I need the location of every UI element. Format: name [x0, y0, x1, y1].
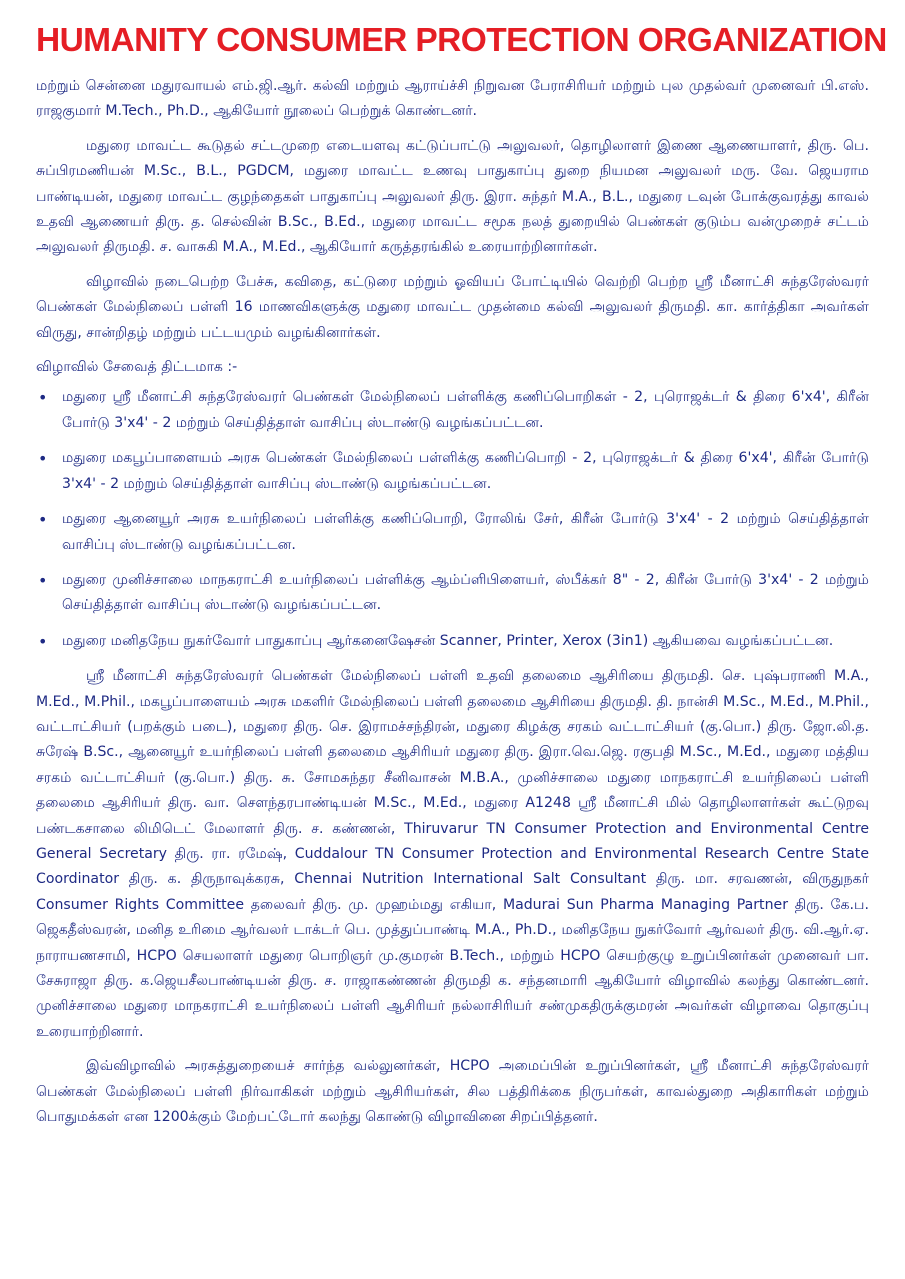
- service-heading: விழாவில் சேவைத் திட்டமாக :-: [36, 359, 238, 376]
- paragraph-seminar-speakers: மதுரை மாவட்ட கூடுதல் சட்டமுறை எடையளவு கட்டுப்பாட்டு அலுவலர், தொழிலாளர் இணை ஆணையாளர், திரு. பெ. சுப்பிரமணியன் M.Sc., B.L., PGDCM, மதுரை மாவட்ட உணவு பாதுகாப்பு துறை நியமன அலுவலர் மரு. வே. ஜெயராம பாண்டியன், மதுரை மாவட்ட குழந்தைகள் பாதுகாப்பு அலுவலர் திரு. இரா. சுந்தர் M.A., B.L., மதுரை டவுன் போக்குவரத்து காவல் உதவி ஆணையர் திரு. த. செல்வின் B.Sc., B.Ed., மதுரை மாவட்ட சமூக நலத் துறையில் பெண்கள் குடும்ப வன்முறைச் சட்டம் அலுவலர் திருமதி. ச. வாசுகி M.A., M.Ed., ஆகியோர் கருத்தரங்கில் உரையாற்றினார்கள்.: [36, 137, 869, 256]
- paragraph-book-release: மற்றும் சென்னை மதுரவாயல் எம்.ஜி.ஆர். கல்வி மற்றும் ஆராய்ச்சி நிறுவன பேராசிரியர் மற்றும் புல முதல்வர் முனைவர் பி.எஸ். ராஜகுமார் M.Tech., Ph.D., ஆகியோர் நூலைப் பெற்றுக் கொண்டனர்.: [36, 78, 869, 120]
- list-item-text: மதுரை மனிதநேய நுகர்வோர் பாதுகாப்பு ஆர்கனைஷேசன் Scanner, Printer, Xerox (3in1) ஆகியவை வழங்கப்பட்டன.: [62, 632, 834, 649]
- list-item-text: மதுரை ஆனையூர் அரசு உயர்நிலைப் பள்ளிக்கு கணிப்பொறி, ரோலிங் சேர், கிரீன் போர்டு 3'x4' - 2 மற்றும் செய்தித்தாள் வாசிப்பு ஸ்டாண்டு வழங்கப்பட்டன.: [62, 511, 869, 553]
- list-item: [36, 568, 869, 619]
- bullet-icon: •: [38, 510, 48, 530]
- paragraph-attendees: ஸ்ரீ மீனாட்சி சுந்தரேஸ்வரர் பெண்கள் மேல்நிலைப் பள்ளி உதவி தலைமை ஆசிரியை திருமதி. செ. புஷ்பராணி M.A., M.Ed., M.Phil., மகபூப்பாளையம் அரசு மகளிர் மேல்நிலைப் பள்ளி தலைமை ஆசிரியை திருமதி. தி. நான்சி M.Sc., M.Ed., M.Phil., வட்டாட்சியர் (பறக்கும் படை), மதுரை திரு. செ. இராமச்சந்திரன், மதுரை கிழக்கு சரகம் வட்டாட்சியர் (கு.பொ.) திரு. ஜோ.லி.த. சுரேஷ் B.Sc., ஆனையூர் உயர்நிலைப் பள்ளி தலைமை ஆசிரியர் மதுரை திரு. இரா.வெ.ஜெ. ரகுபதி M.Sc., M.Ed., மதுரை மத்திய சரகம் வட்டாட்சியர் (கு.பொ.) திரு. சு. சோமசுந்தர சீனிவாசன் M.B.A., முனிச்சாலை மதுரை மாநகராட்சி உயர்நிலைப் பள்ளி தலைமை ஆசிரியர் திரு. வா. சௌந்தரபாண்டியன் M.Sc., M.Ed., மதுரை A1248 ஸ்ரீ மீனாட்சி மில் தொழிலாளர்கள் கூட்டுறவு பண்டகசாலை லிமிடெட் மேலாளர் திரு. ச. கண்ணன், Thiruvarur TN Consumer Protection and Environmental Centre General Secretary திரு. ரா. ரமேஷ், Cuddalour TN Consumer Protection and Environmental Research Centre State Coordinator திரு. க. திருநாவுக்கரசு, Chennai Nutrition International Salt Consultant திரு. மா. சரவணன், விருதுநகர் Consumer Rights Committee தலைவர் திரு. மு. முஹம்மது எகியா, Madurai Sun Pharma Managing Partner திரு. கே.ப. ஜெகதீஸ்வரன், மனித உரிமை ஆர்வலர் டாக்டர் பெ. முத்துப்பாண்டி M.A., Ph.D., மனிதநேய நுகர்வோர் ஆர்வலர் திரு. வி.ஆர்.ஏ. நாராயணசாமி, HCPO செயலாளர் மதுரை பொறிஞர் மு.குமரன் B.Tech., மற்றும் HCPO செயற்குழு உறுப்பினர்கள் முனைவர் பா. சேசுராஜா திரு. க.ஜெயசீலபாண்டியன் திரு. ச. ராஜாகண்ணன் திருமதி க. சந்தனமாரி ஆகியோர் விழாவில் கலந்து கொண்டனர். முனிச்சாலை மதுரை மாநகராட்சி உயர்நிலைப் பள்ளி ஆசிரியர் நல்லாசிரியர் சண்முகதிருக்குமரன் அவர்கள் விழாவை தொகுப்பு உரையாற்றினார்.: [36, 668, 869, 1040]
- bullet-icon: •: [38, 570, 48, 590]
- page-title: HUMANITY CONSUMER PROTECTION ORGANIZATION: [36, 22, 887, 59]
- list-item: [36, 446, 869, 497]
- paragraph-conclusion: இவ்விழாவில் அரசுத்துறையைச் சார்ந்த வல்லுனர்கள், HCPO அமைப்பின் உறுப்பினர்கள், ஸ்ரீ மீனாட்சி சுந்தரேஸ்வரர் பெண்கள் மேல்நிலைப் பள்ளி நிர்வாகிகள் மற்றும் ஆசிரியர்கள், சில பத்திரிக்கை நிருபர்கள், காவல்துறை அதிகாரிகள் மற்றும் பொதுமக்கள் என 1200க்கும் மேற்பட்டோர் கலந்து கொண்டு விழாவினை சிறப்பித்தனர்.: [36, 1058, 869, 1126]
- service-list: [36, 385, 869, 654]
- list-item-text: மதுரை மகபூப்பாளையம் அரசு பெண்கள் மேல்நிலைப் பள்ளிக்கு கணிப்பொறி - 2, புரொஜக்டர் & திரை 6'x4', கிரீன் போர்டு 3'x4' - 2 மற்றும் செய்தித்தாள் வாசிப்பு ஸ்டாண்டு வழங்கப்பட்டன.: [62, 450, 869, 492]
- bullet-icon: •: [38, 388, 48, 408]
- bullet-icon: •: [38, 631, 48, 651]
- list-item: [36, 507, 869, 558]
- bullet-icon: •: [38, 449, 48, 469]
- list-item-text: மதுரை ஸ்ரீ மீனாட்சி சுந்தரேஸ்வரர் பெண்கள் மேல்நிலைப் பள்ளிக்கு கணிப்பொறிகள் - 2, புரொஜக்டர் & திரை 6'x4', கிரீன் போர்டு 3'x4' - 2 மற்றும் செய்தித்தாள் வாசிப்பு ஸ்டாண்டு வழங்கப்பட்டன.: [62, 389, 869, 431]
- list-item: [36, 629, 869, 654]
- list-item: [36, 385, 869, 436]
- list-item-text: மதுரை முனிச்சாலை மாநகராட்சி உயர்நிலைப் பள்ளிக்கு ஆம்ப்ளிபிளையர், ஸ்பீக்கர் 8" - 2, கிரீன் போர்டு 3'x4' - 2 மற்றும் செய்தித்தாள் வாசிப்பு ஸ்டாண்டு வழங்கப்பட்டன.: [62, 571, 869, 614]
- paragraph-competition-awards: விழாவில் நடைபெற்ற பேச்சு, கவிதை, கட்டுரை மற்றும் ஓவியப் போட்டியில் வெற்றி பெற்ற ஸ்ரீ மீனாட்சி சுந்தரேஸ்வரர் பெண்கள் மேல்நிலைப் பள்ளி 16 மாணவிகளுக்கு மதுரை மாவட்ட முதன்மை கல்வி அலுவலர் திருமதி. கா. கார்த்திகா அவர்கள் விருது, சான்றிதழ் மற்றும் பட்டயமும் வழங்கினார்கள்.: [36, 273, 869, 341]
